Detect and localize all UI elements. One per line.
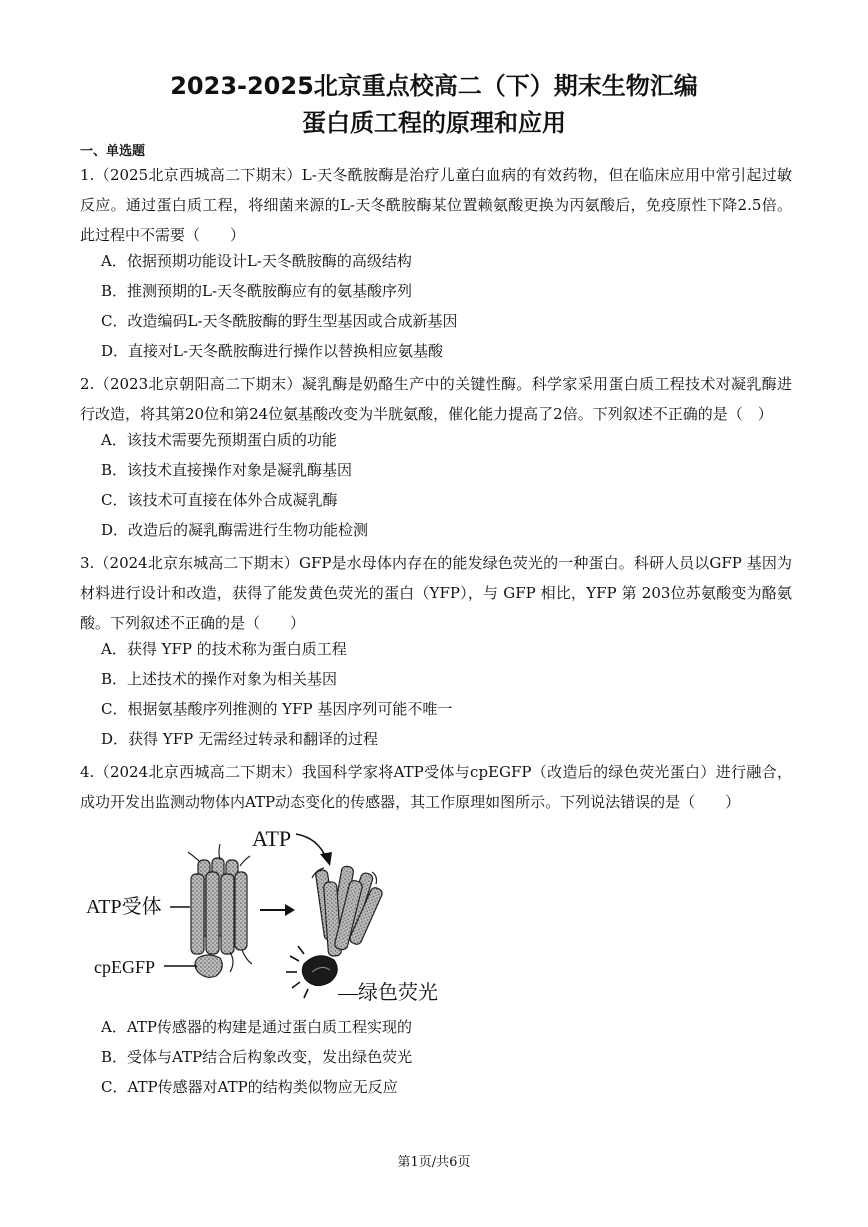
receptor-bundle-right — [315, 866, 383, 957]
question-2-option-a: A．该技术需要先预期蛋白质的功能 — [101, 431, 337, 449]
section-heading: 一、单选题 — [80, 144, 146, 159]
question-3-option-c: C．根据氨基酸序列推测的 YFP 基因序列可能不唯一 — [101, 700, 453, 718]
green-fluorescence-label: —绿色荧光 — [338, 982, 438, 1004]
question-2-option-b: B．该技术直接操作对象是凝乳酶基因 — [101, 461, 353, 479]
question-1-option-a: A．依据预期功能设计L-天冬酰胺酶的高级结构 — [101, 252, 412, 270]
question-3-option-a: A．获得 YFP 的技术称为蛋白质工程 — [101, 640, 347, 658]
atp-sensor-figure — [80, 822, 450, 1012]
question-2-stem: 2.（2023北京朝阳高二下期末）凝乳酶是奶酪生产中的关键性酶。科学家采用蛋白质工程技术对凝乳酶进行改造，将其第20位和第24位氨基酸改变为半胱氨酸，催化能力提高了2倍。下列叙述不正确的是（ ） — [80, 375, 792, 423]
question-2-option-d: D．改造后的凝乳酶需进行生物功能检测 — [101, 521, 369, 539]
question-4-option-a: A．ATP传感器的构建是通过蛋白质工程实现的 — [101, 1018, 412, 1036]
question-3-option-d: D．获得 YFP 无需经过转录和翻译的过程 — [101, 730, 378, 748]
receptor-bundle-left — [191, 858, 247, 954]
page-title: 2023-2025北京重点校高二（下）期末生物汇编 — [170, 72, 698, 100]
atp-label: ATP — [252, 826, 292, 851]
question-1-option-c: C．改造编码L-天冬酰胺酶的野生型基因或合成新基因 — [101, 312, 458, 330]
question-1-stem: 1.（2025北京西城高二下期末）L-天冬酰胺酶是治疗儿童白血病的有效药物，但在临床应用中常引起过敏反应。通过蛋白质工程，将细菌来源的L-天冬酰胺酶某位置赖氨酸更换为丙氨酸后，免疫原性下降2.5倍。此过程中不需要（ ） — [80, 166, 792, 244]
receptor-label: ATP受体 — [86, 896, 162, 918]
question-4-option-b: B．受体与ATP结合后构象改变，发出绿色荧光 — [101, 1048, 413, 1066]
question-4-option-c: C．ATP传感器对ATP的结构类似物应无反应 — [101, 1078, 398, 1096]
question-3-option-b: B．上述技术的操作对象为相关基因 — [101, 670, 338, 688]
cpegfp-glow — [302, 956, 337, 986]
question-1-option-d: D．直接对L-天冬酰胺酶进行操作以替换相应氨基酸 — [101, 342, 444, 360]
question-2-option-c: C．该技术可直接在体外合成凝乳酶 — [101, 491, 338, 509]
page-subtitle: 蛋白质工程的原理和应用 — [302, 109, 566, 137]
question-4-stem: 4.（2024北京西城高二下期末）我国科学家将ATP受体与cpEGFP（改造后的绿色荧光蛋白）进行融合，成功开发出监测动物体内ATP动态变化的传感器，其工作原理如图所示。下列说法错误的是（ ） — [80, 763, 792, 811]
atp-arrow-icon — [320, 852, 332, 866]
page-number: 第1页/共6页 — [397, 1155, 471, 1170]
arrow-right-icon — [285, 904, 295, 916]
cpegfp-label: cpEGFP — [94, 957, 156, 977]
cpegfp-blob — [195, 955, 222, 977]
question-3-stem: 3.（2024北京东城高二下期末）GFP是水母体内存在的能发绿色荧光的一种蛋白。科研人员以GFP 基因为材料进行设计和改造，获得了能发黄色荧光的蛋白（YFP），与 GFP 相比，YFP 第 203位苏氨酸变为酪氨酸。下列叙述不正确的是（ ） — [80, 554, 792, 632]
question-1-option-b: B．推测预期的L-天冬酰胺酶应有的氨基酸序列 — [101, 282, 413, 300]
